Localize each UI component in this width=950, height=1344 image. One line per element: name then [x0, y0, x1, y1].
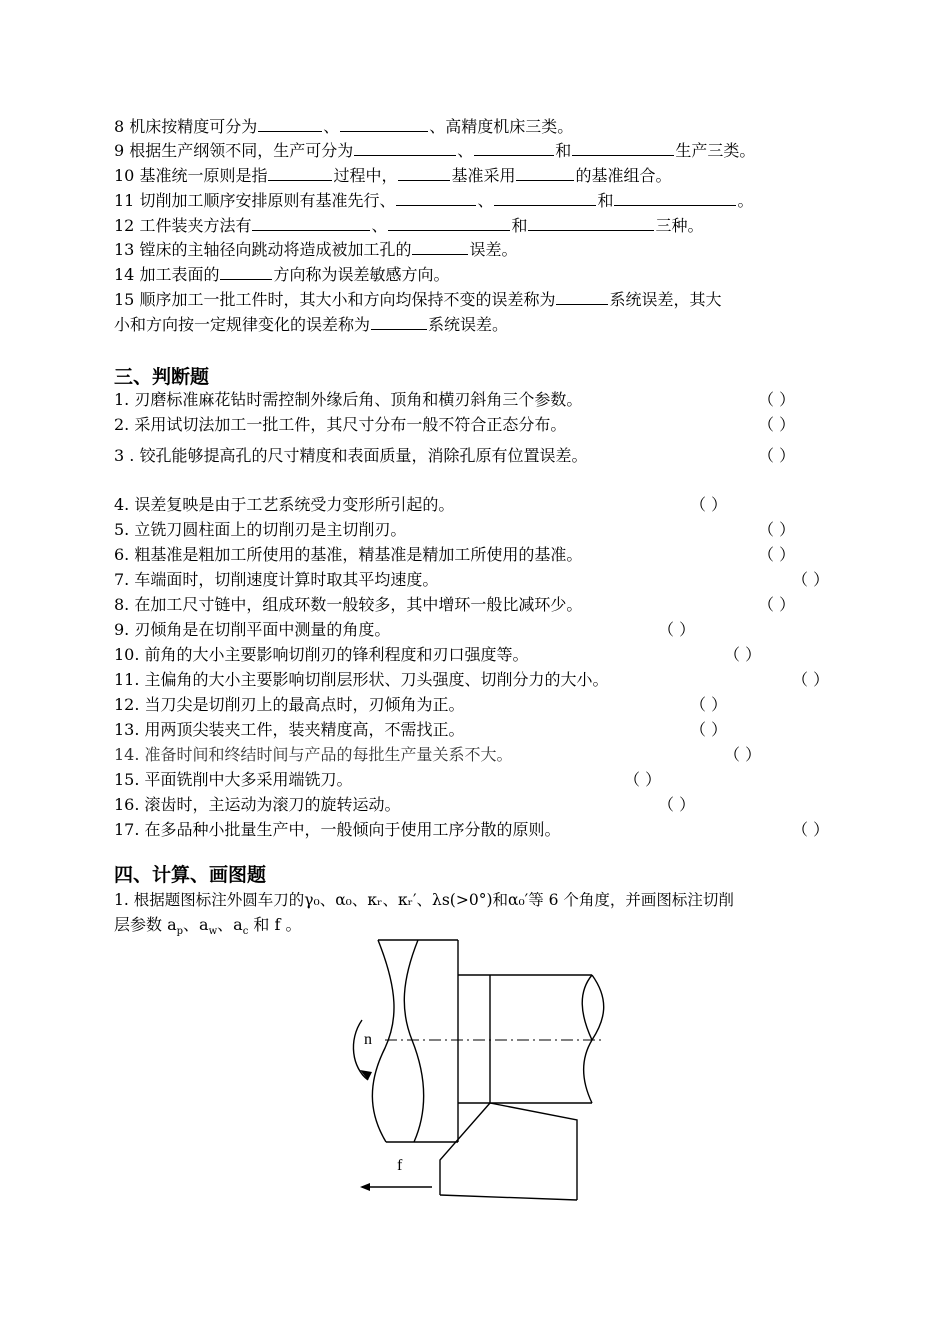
- section-heading-calculation: 四、计算、画图题: [114, 864, 267, 886]
- question-8: 8 机床按精度可分为 、 、高精度机床三类。: [114, 117, 574, 136]
- question-9: 9 根据生产纲领不同，生产可分为 、 和 生产三类。: [114, 141, 756, 160]
- judge-item-11: 11. 主偏角的大小主要影响切削层形状、刀头强度、切削分力的大小。: [114, 670, 609, 689]
- answer-parentheses[interactable]: （ ）: [690, 720, 728, 739]
- answer-parentheses[interactable]: （ ）: [792, 670, 830, 689]
- judge-item-8: 8. 在加工尺寸链中，组成环数一般较多，其中增环一般比减环少。: [114, 595, 583, 614]
- answer-parentheses[interactable]: （ ）: [690, 695, 728, 714]
- judge-item-14: 14. 准备时间和终结时间与产品的每批生产量关系不大。: [114, 745, 513, 764]
- judge-item-2: 2. 采用试切法加工一批工件，其尺寸分布一般不符合正态分布。: [114, 415, 567, 434]
- break-line-left-inner: [404, 940, 423, 1142]
- judge-item-6: 6. 粗基准是粗加工所使用的基准，精基准是精加工所使用的基准。: [114, 545, 583, 564]
- judge-item-12: 12. 当刀尖是切削刃上的最高点时，刃倾角为正。: [114, 695, 465, 714]
- judge-item-13: 13. 用两顶尖装夹工件，装夹精度高，不需找正。: [114, 720, 465, 739]
- answer-parentheses[interactable]: （ ）: [758, 446, 796, 465]
- judge-item-17: 17. 在多品种小批量生产中，一般倾向于使用工序分散的原则。: [114, 820, 561, 839]
- question-15-line2: 小和方向按一定规律变化的误差称为 系统误差。: [114, 315, 509, 334]
- question-10: 10 基准统一原则是指 过程中， 基准采用 的基准组合。: [114, 166, 672, 185]
- answer-parentheses[interactable]: （ ）: [792, 570, 830, 589]
- answer-parentheses[interactable]: （ ）: [758, 390, 796, 409]
- judge-item-16: 16. 滚齿时，主运动为滚刀的旋转运动。: [114, 795, 401, 814]
- judge-item-4: 4. 误差复映是由于工艺系统受力变形所引起的。: [114, 495, 455, 514]
- answer-parentheses[interactable]: （ ）: [758, 595, 796, 614]
- answer-parentheses[interactable]: （ ）: [658, 620, 696, 639]
- answer-parentheses[interactable]: （ ）: [758, 520, 796, 539]
- question-15-line1: 15 顺序加工一批工件时，其大小和方向均保持不变的误差称为 系统误差，其大: [114, 290, 722, 309]
- calc-question-1-line1: 1. 根据题图标注外圆车刀的γ₀、α₀、κᵣ、κᵣ′、λs(>0°)和α₀′等 6 个角度，并画图标注切削: [114, 891, 734, 909]
- judge-item-3: 3 . 铰孔能够提高孔的尺寸精度和表面质量，消除孔原有位置误差。: [114, 446, 588, 465]
- judge-item-15: 15. 平面铣削中大多采用端铣刀。: [114, 770, 353, 789]
- answer-parentheses[interactable]: （ ）: [690, 495, 728, 514]
- feed-label: f: [397, 1157, 403, 1174]
- answer-parentheses[interactable]: （ ）: [724, 645, 762, 664]
- tool-cutting-edge: [440, 1103, 490, 1195]
- question-12: 12 工件装夹方法有 、 和 三种。: [114, 216, 704, 235]
- answer-parentheses[interactable]: （ ）: [658, 795, 696, 814]
- rotation-label: n: [364, 1031, 372, 1048]
- break-line-left: [372, 940, 394, 1142]
- answer-parentheses[interactable]: （ ）: [724, 745, 762, 764]
- question-11: 11 切削加工顺序安排原则有基准先行、 、 和 。: [114, 191, 754, 210]
- judge-item-5: 5. 立铣刀圆柱面上的切削刃是主切削刃。: [114, 520, 407, 539]
- judge-item-1: 1. 刃磨标准麻花钻时需控制外缘后角、顶角和横刃斜角三个参数。: [114, 390, 583, 409]
- question-13: 13 镗床的主轴径向跳动将造成被加工孔的 误差。: [114, 240, 518, 259]
- break-line-right-inner: [582, 975, 592, 1040]
- tool-break-line: [440, 1195, 577, 1200]
- answer-parentheses[interactable]: （ ）: [792, 820, 830, 839]
- answer-parentheses[interactable]: （ ）: [758, 545, 796, 564]
- answer-parentheses[interactable]: （ ）: [758, 415, 796, 434]
- question-14: 14 加工表面的 方向称为误差敏感方向。: [114, 265, 450, 284]
- tool-top-flank: [490, 1103, 577, 1200]
- feed-arrow-head: [360, 1183, 370, 1191]
- section-heading-judgment: 三、判断题: [114, 366, 210, 388]
- judge-item-7: 7. 车端面时，切削速度计算时取其平均速度。: [114, 570, 439, 589]
- answer-parentheses[interactable]: （ ）: [624, 770, 662, 789]
- calc-question-1-line2: 层参数 $a_p$、$a_w$、$a_c$ 和 f 。: [114, 915, 302, 938]
- break-line-right: [584, 975, 604, 1103]
- judge-item-9: 9. 刃倾角是在切削平面中测量的角度。: [114, 620, 391, 639]
- judge-item-10: 10. 前角的大小主要影响切削刃的锋利程度和刃口强度等。: [114, 645, 529, 664]
